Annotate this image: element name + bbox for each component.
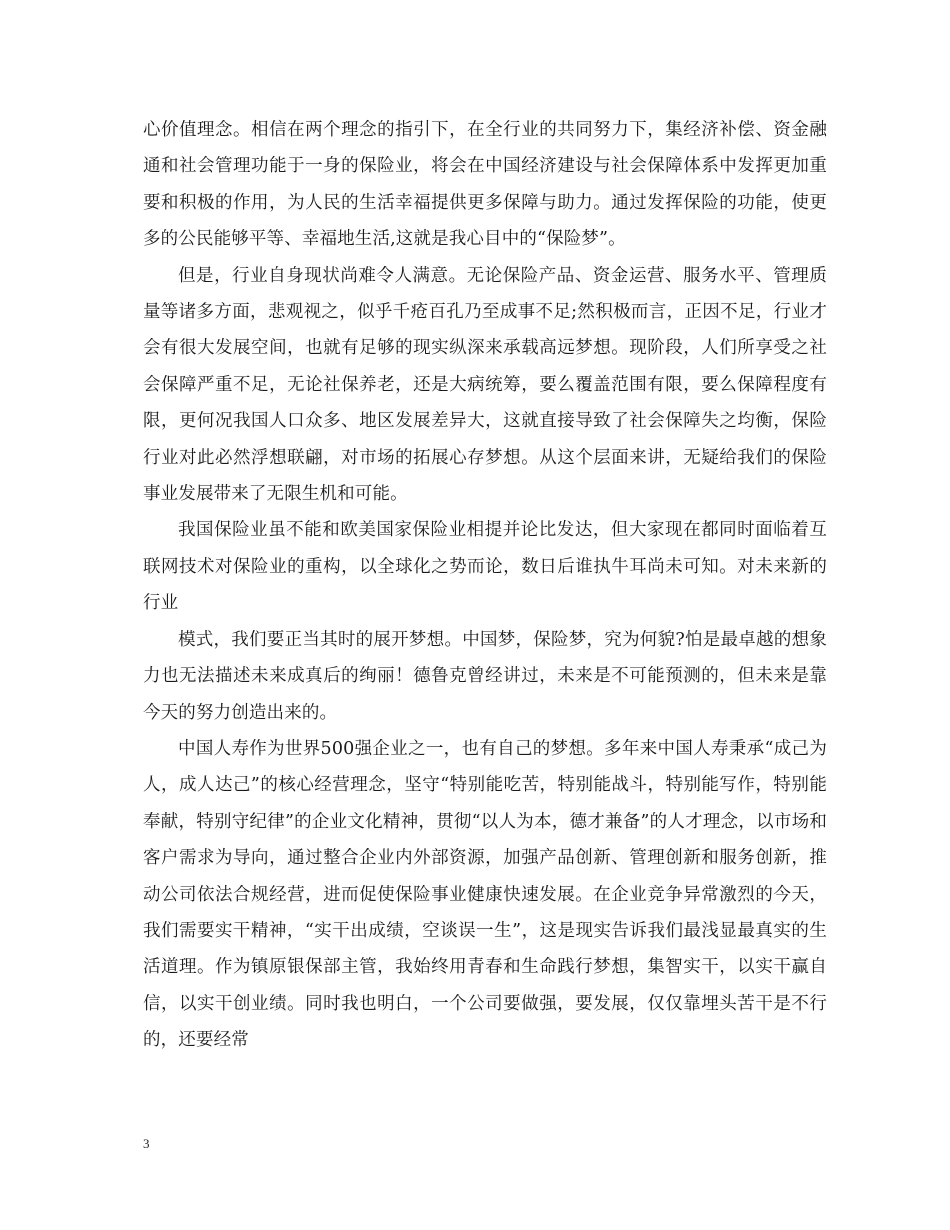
paragraph-2: 但是，行业自身现状尚难令人满意。无论保险产品、资金运营、服务水平、管理质量等诸多方面，悲观视之，似乎千疮百孔乃至成事不足;然积极而言，正因不足，行业才会有很大发展空间，也就有足够的现实纵深来承载高远梦想。现阶段，人们所享受之社会保障严重不足，无论社保养老，还是大病统筹，要么覆盖范围有限，要么保障程度有限，更何况我国人口众多、地区发展差异大，这就直接导致了社会保障失之均衡，保险行业对此必然浮想联翩，对市场的拓展心存梦想。从这个层面来讲，无疑给我们的保险事业发展带来了无限生机和可能。 (143, 265, 827, 505)
paragraph-1: 心价值理念。相信在两个理念的指引下，在全行业的共同努力下，集经济补偿、资金融通和社会管理功能于一身的保险业，将会在中国经济建设与社会保障体系中发挥更加重要和积极的作用，为人民的生活幸福提供更多保障与助力。通过发挥保险的功能，使更多的公民能够平等、幸福地生活,这就是我心目中的“保险梦”。 (143, 120, 827, 250)
paragraph-3: 我国保险业虽不能和欧美国家保险业相提并论比发达，但大家现在都同时面临着互联网技术对保险业的重构，以全球化之势而论，数日后谁执牛耳尚未可知。对未来新的行业 (143, 520, 827, 614)
paragraph-4: 模式，我们要正当其时的展开梦想。中国梦，保险梦，究为何貌?怕是最卓越的想象力也无法描述未来成真后的绚丽！德鲁克曾经讲过，未来是不可能预测的，但未来是靠今天的努力创造出来的。 (143, 629, 827, 723)
body-text (143, 112, 827, 1059)
paragraph-5: 中国人寿作为世界500强企业之一，也有自己的梦想。多年来中国人寿秉承“成己为人，成人达己”的核心经营理念，坚守“特别能吃苦，特别能战斗，特别能写作，特别能奉献，特别守纪律”的企业文化精神，贯彻“以人为本，德才兼备”的人才理念，以市场和客户需求为导向，通过整合企业内外部资源，加强产品创新、管理创新和服务创新，推动公司依法合规经营，进而促使保险事业健康快速发展。在企业竞争异常激烈的今天，我们需要实干精神，“实干出成绩，空谈误一生”，这是现实告诉我们最浅显最真实的生活道理。作为镇原银保部主管，我始终用青春和生命践行梦想，集智实干，以实干赢自信，以实干创业绩。同时我也明白，一个公司要做强，要发展，仅仅靠埋头苦干是不行的，还要经常 (143, 738, 827, 1051)
page-number: 3 (143, 1136, 150, 1151)
